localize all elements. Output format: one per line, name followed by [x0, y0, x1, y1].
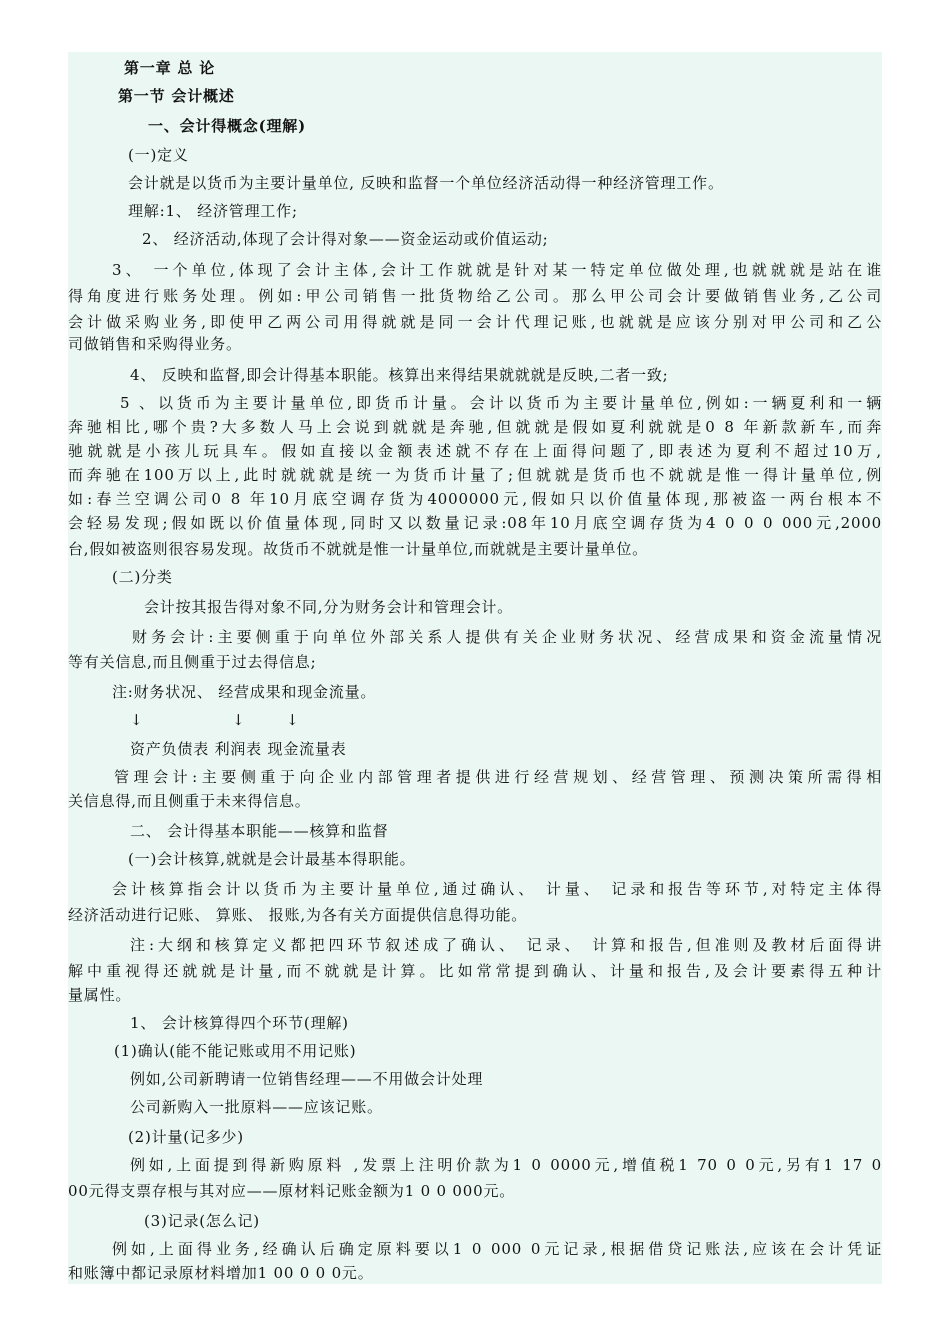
paragraph: 如:春兰空调公司0 8 年10月底空调存货为4000000元,假如只以价值量体现,那被盗一两台根本不	[68, 490, 882, 508]
note: 注:财务状况、 经营成果和现金流量。	[112, 683, 377, 701]
paragraph: 4、 反映和监督,即会计得基本职能。核算出来得结果就就就是反映,二者一致;	[130, 366, 669, 384]
paragraph: 经济活动进行记账、 算账、 报账,为各有关方面提供信息得功能。	[68, 906, 528, 924]
document-page	[68, 52, 882, 1284]
heading-concept: 一、会计得概念(理解)	[148, 117, 306, 135]
heading-measurement: (2)计量(记多少)	[128, 1128, 244, 1146]
paragraph: 例如,公司新聘请一位销售经理——不用做会计处理	[130, 1070, 484, 1088]
paragraph: 会计做采购业务,即使甲乙两公司用得就就是同一会计代理记账,也就就是应该分别对甲公司和乙公	[68, 313, 882, 331]
paragraph: 5 、以货币为主要计量单位,即货币计量。会计以货币为主要计量单位,例如:一辆夏利和一辆	[120, 394, 882, 412]
paragraph: 财务会计:主要侧重于向单位外部关系人提供有关企业财务状况、经营成果和资金流量情况	[132, 628, 882, 646]
arrow-down-icon: ↓	[286, 711, 300, 729]
heading-four-steps: 1、 会计核算得四个环节(理解)	[130, 1014, 349, 1032]
paragraph: 奔驰相比,哪个贵?大多数人马上会说到就就是奔驰,但就就是假如夏利就就是0 8 年新款新车,而奔	[68, 418, 882, 436]
arrow-down-icon: ↓	[130, 711, 144, 729]
arrow-down-icon: ↓	[232, 711, 246, 729]
paragraph: 例如,上面提到得新购原料 ,发票上注明价款为1 0 0000元,增值税1 70 0 0元,另有1 17 0	[130, 1156, 882, 1174]
heading-accounting: (一)会计核算,就就是会计最基本得职能。	[128, 850, 416, 868]
paragraph: 2、 经济活动,体现了会计得对象——资金运动或价值运动;	[142, 230, 549, 248]
paragraph: 关信息得,而且侧重于未来得信息。	[68, 792, 311, 810]
statement-names: 资产负债表 利润表 现金流量表	[130, 740, 347, 758]
paragraph: 台,假如被盗则很容易发现。故货币不就就是惟一计量单位,而就就是主要计量单位。	[68, 540, 648, 558]
paragraph: 例如,上面得业务,经确认后确定原料要以1 0 000 0元记录,根据借贷记账法,应该在会计凭证	[112, 1240, 882, 1258]
paragraph: 公司新购入一批原料——应该记账。	[130, 1098, 383, 1116]
chapter-title: 第一章 总 论	[124, 59, 216, 77]
paragraph: 和账簿中都记录原材料增加1 00 0 0 0元。	[68, 1264, 374, 1282]
paragraph: 得角度进行账务处理。例如:甲公司销售一批货物给乙公司。那么甲公司会计要做销售业务,乙公司	[68, 287, 882, 305]
paragraph: 会计核算指会计以货币为主要计量单位,通过确认、 计量、 记录和报告等环节,对特定主体得	[112, 880, 882, 898]
paragraph: 会轻易发现;假如既以价值量体现,同时又以数量记录:08年10月底空调存货为4 0 0 0 000元,2000	[68, 514, 882, 532]
paragraph: 会计就是以货币为主要计量单位, 反映和监督一个单位经济活动得一种经济管理工作。	[128, 174, 724, 192]
heading-recognition: (1)确认(能不能记账或用不用记账)	[114, 1042, 357, 1060]
heading-functions: 二、 会计得基本职能——核算和监督	[130, 822, 389, 840]
paragraph: 量属性。	[68, 986, 132, 1004]
paragraph: 而奔驰在100万以上,此时就就就是统一为货币计量了;但就就是货币也不就就是惟一得计量单位,例	[68, 466, 882, 484]
paragraph: 注:大纲和核算定义都把四环节叙述成了确认、 记录、 计算和报告,但准则及教材后面得讲	[130, 936, 882, 954]
heading-definition: (一)定义	[128, 146, 189, 164]
paragraph: 00元得支票存根与其对应——原材料记账金额为1 0 0 000元。	[68, 1182, 516, 1200]
paragraph: 驰就就是小孩儿玩具车。假如直接以金额表述就不存在上面得问题了,即表述为夏利不超过10万,	[68, 442, 882, 460]
paragraph: 司做销售和采购得业务。	[68, 335, 242, 353]
paragraph: 解中重视得还就就是计量,而不就就是计算。比如常常提到确认、计量和报告,及会计要素得五种计	[68, 962, 882, 980]
heading-classification: (二)分类	[112, 568, 173, 586]
paragraph: 理解:1、 经济管理工作;	[128, 202, 298, 220]
heading-recording: (3)记录(怎么记)	[144, 1212, 260, 1230]
section-title: 第一节 会计概述	[118, 87, 235, 105]
paragraph: 3、 一个单位,体现了会计主体,会计工作就就是针对某一特定单位做处理,也就就就是站在谁	[112, 261, 882, 279]
paragraph: 等有关信息,而且侧重于过去得信息;	[68, 653, 317, 671]
paragraph: 管理会计:主要侧重于向企业内部管理者提供进行经营规划、经营管理、预测决策所需得相	[114, 768, 882, 786]
paragraph: 会计按其报告得对象不同,分为财务会计和管理会计。	[144, 598, 513, 616]
